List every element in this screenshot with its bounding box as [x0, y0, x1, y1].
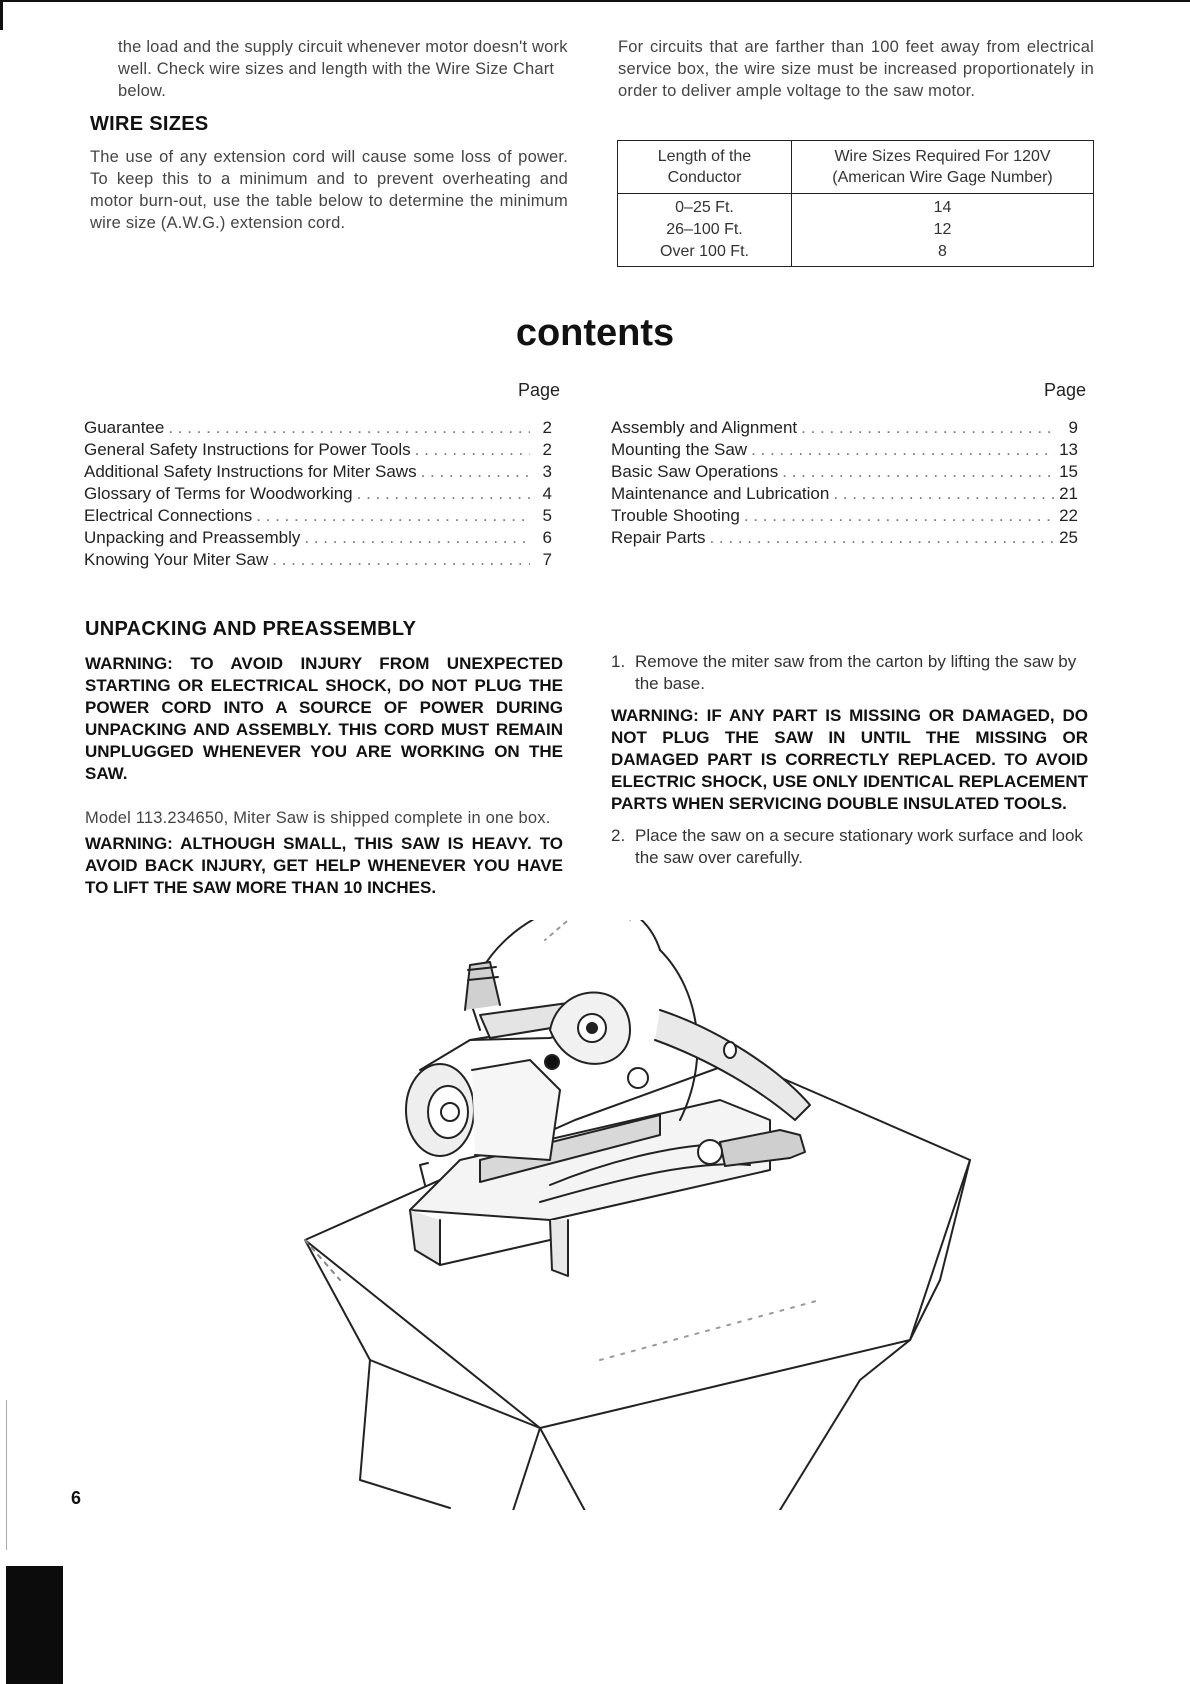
wire-table-body-row [618, 194, 1094, 267]
top-rule [0, 0, 1190, 2]
intro-paragraph: the load and the supply circuit whenever motor doesn't work well. Check wire sizes and length with the Wire Size Chart below. [118, 38, 568, 100]
wire-table-gage: 8 [938, 243, 947, 260]
page-number: 6 [71, 1488, 82, 1508]
step-item [611, 825, 1088, 869]
page-edge-tab [6, 1566, 63, 1684]
contents-right-page-label: Page [1044, 380, 1087, 400]
toc-item[interactable] [84, 483, 552, 505]
toc-item[interactable] [611, 417, 1078, 439]
toc-leader [709, 527, 1055, 549]
toc-item-label: Additional Safety Instructions for Miter Saws [84, 462, 417, 481]
far-circuits-block [618, 36, 1094, 102]
wire-table-length: Over 100 Ft. [660, 243, 749, 260]
toc-item[interactable] [611, 461, 1078, 483]
toc-item-label: Assembly and Alignment [611, 418, 798, 437]
toc-item-label: General Safety Instructions for Power Tools [84, 440, 411, 459]
model-paragraph: Model 113.234650, Miter Saw is shipped complete in one box. [85, 809, 551, 827]
toc-item-page: 21 [1059, 484, 1078, 503]
contents-left-page-label: Page [518, 380, 561, 400]
toc-item-page: 5 [542, 506, 552, 525]
toc-item[interactable] [84, 439, 552, 461]
toc-item-label: Glossary of Terms for Woodworking [84, 484, 353, 503]
wire-table-header-gage: Wire Sizes Required For 120V (American Wire Gage Number) [792, 141, 1094, 194]
toc-item[interactable] [84, 549, 552, 571]
toc-item-page: 22 [1059, 506, 1078, 525]
toc-leader [833, 483, 1055, 505]
toc-item-label: Repair Parts [611, 528, 706, 547]
toc-item[interactable] [611, 483, 1078, 505]
unpacking-heading: UNPACKING AND PREASSEMBLY [85, 618, 417, 640]
steps-list-1 [611, 651, 1088, 695]
toc-item[interactable] [84, 505, 552, 527]
contents-right-list [611, 417, 1078, 549]
wire-table-gages [792, 194, 1094, 267]
toc-item-page: 2 [542, 440, 552, 459]
wire-table-length: 26–100 Ft. [666, 221, 743, 238]
toc-item-page: 4 [542, 484, 552, 503]
wire-table-gage: 14 [933, 199, 952, 216]
toc-item-label: Maintenance and Lubrication [611, 484, 830, 503]
unpacking-right-column [611, 651, 1088, 869]
wire-sizes-paragraph: The use of any extension cord will cause some loss of power. To keep this to a minimum and to prevent overheating and motor burn-out, use the table below to determine the minimum wire size (A.W.G.) extension cord. [90, 148, 568, 232]
toc-leader [782, 461, 1055, 483]
unpacking-left-column [85, 618, 563, 899]
warning-heavy: WARNING: ALTHOUGH SMALL, THIS SAW IS HEAVY. TO AVOID BACK INJURY, GET HELP WHENEVER YOU HAVE TO LIFT THE SAW MORE THAN 10 INCHES. [85, 834, 563, 897]
toc-item-page: 15 [1059, 462, 1078, 481]
wire-sizes-block [90, 113, 568, 234]
wire-table-header-row [618, 141, 1094, 194]
toc-leader [168, 417, 530, 439]
toc-item-label: Trouble Shooting [611, 506, 740, 525]
toc-item[interactable] [611, 527, 1078, 549]
toc-item-label: Knowing Your Miter Saw [84, 550, 269, 569]
toc-item[interactable] [611, 439, 1078, 461]
miter-saw-illustration [300, 920, 980, 1510]
wire-sizes-heading: WIRE SIZES [90, 113, 209, 135]
toc-leader [421, 461, 530, 483]
toc-item[interactable] [611, 505, 1078, 527]
toc-item-label: Unpacking and Preassembly [84, 528, 301, 547]
steps-list-2 [611, 825, 1088, 869]
intro-block [118, 36, 568, 102]
toc-item-label: Electrical Connections [84, 506, 253, 525]
step-item [611, 651, 1088, 695]
toc-leader [801, 417, 1056, 439]
far-circuits-paragraph: For circuits that are farther than 100 feet away from electrical service box, the wire size must be increased proportionately in order to deliver ample voltage to the saw motor. [618, 38, 1094, 100]
warning-unplugged: WARNING: TO AVOID INJURY FROM UNEXPECTED STARTING OR ELECTRICAL SHOCK, DO NOT PLUG THE POWER CORD INTO A SOURCE OF POWER DURING UNPACKING AND ASSEMBLY. THIS CORD MUST REMAIN UNPLUGGED WHENEVER YOU ARE WORKING ON THE SAW. [85, 654, 563, 783]
left-edge-mark [0, 0, 3, 30]
toc-item[interactable] [84, 527, 552, 549]
wire-table-length: 0–25 Ft. [675, 199, 734, 216]
toc-leader [256, 505, 530, 527]
warning-missing-parts: WARNING: IF ANY PART IS MISSING OR DAMAGED, DO NOT PLUG THE SAW IN UNTIL THE MISSING OR DAMAGED PART IS CORRECTLY REPLACED. TO AVOID ELECTRIC SHOCK, USE ONLY IDENTICAL REPLACEMENT PARTS WHEN SERVICING DOUBLE INSULATED TOOLS. [611, 706, 1088, 813]
step-text: Remove the miter saw from the carton by lifting the saw by the base. [635, 652, 1077, 693]
toc-leader [304, 527, 530, 549]
contents-left-list [84, 417, 552, 571]
wire-table-lengths [618, 194, 792, 267]
toc-leader [272, 549, 530, 571]
wire-table-header-length: Length of the Conductor [618, 141, 792, 194]
wire-size-table [617, 140, 1094, 267]
toc-item-page: 13 [1059, 440, 1078, 459]
toc-item-label: Mounting the Saw [611, 440, 748, 459]
toc-item[interactable] [84, 417, 552, 439]
step-number: 1. [611, 652, 626, 671]
toc-leader [415, 439, 530, 461]
toc-item[interactable] [84, 461, 552, 483]
toc-item-page: 3 [542, 462, 552, 481]
toc-item-page: 25 [1059, 528, 1078, 547]
margin-tick [6, 1400, 7, 1550]
toc-item-page: 2 [542, 418, 552, 437]
toc-item-page: 6 [542, 528, 552, 547]
toc-leader [744, 505, 1055, 527]
step-text: Place the saw on a secure stationary work surface and look the saw over carefully. [635, 826, 1083, 867]
contents-title: contents [515, 312, 675, 354]
toc-leader [751, 439, 1055, 461]
toc-leader [357, 483, 530, 505]
wire-table-gage: 12 [933, 221, 952, 238]
step-number: 2. [611, 826, 626, 845]
toc-item-page: 7 [542, 550, 552, 569]
toc-item-label: Guarantee [84, 418, 165, 437]
toc-item-page: 9 [1068, 418, 1078, 437]
toc-item-label: Basic Saw Operations [611, 462, 779, 481]
